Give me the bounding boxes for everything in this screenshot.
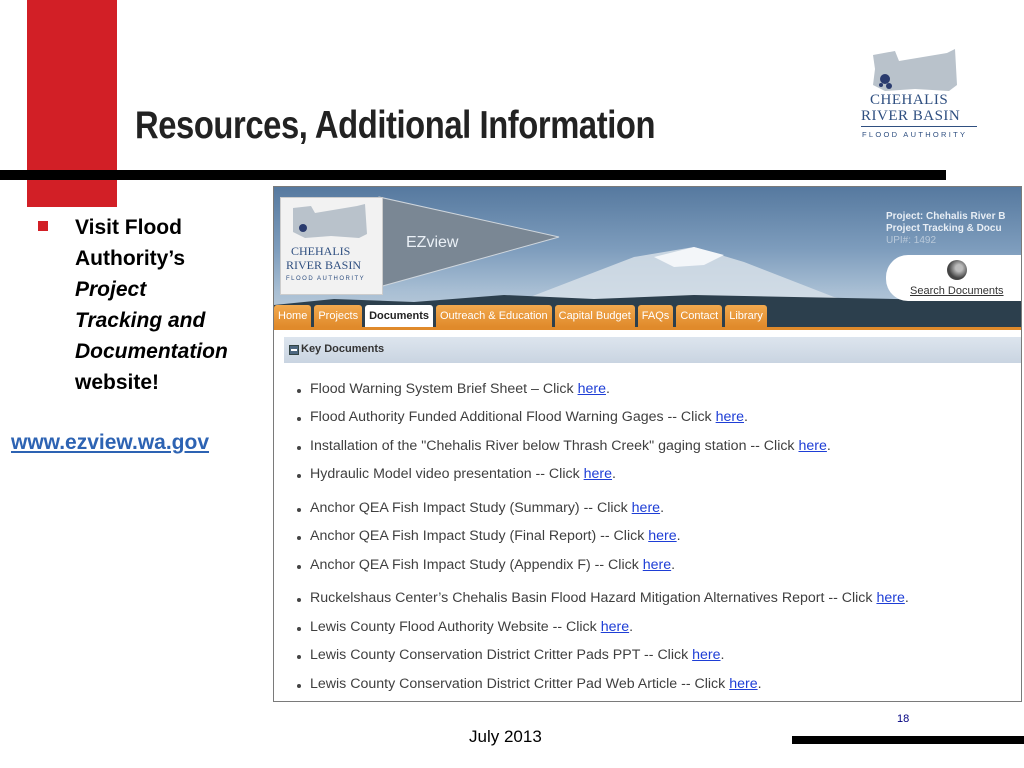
bullet-line: Visit Flood [75, 216, 182, 239]
document-link[interactable]: here [642, 557, 672, 573]
document-suffix: . [671, 557, 676, 573]
document-link[interactable]: here [577, 381, 606, 397]
document-link[interactable]: here [692, 647, 721, 663]
document-link[interactable]: here [631, 500, 661, 516]
document-suffix: . [605, 381, 610, 397]
bullet-line-italic: Documentation [75, 340, 228, 363]
document-text: Anchor QEA Fish Impact Study (Summary) -- Click [310, 500, 632, 516]
document-link[interactable]: here [715, 409, 745, 425]
list-item [310, 590, 909, 606]
list-item [310, 676, 762, 692]
document-text: Flood Authority Funded Additional Flood Warning Gages -- Click [310, 409, 716, 425]
page-number: 18 [897, 713, 910, 725]
bullet-line: Authority’s [75, 247, 186, 270]
footer-bar [792, 736, 1024, 744]
bullet-line-italic: Project [75, 278, 147, 301]
bullet-marker [38, 221, 48, 231]
tab-contact[interactable]: Contact [676, 305, 722, 327]
ezview-app-name: EZview [406, 234, 459, 251]
logo-rule [861, 126, 977, 127]
ezview-logo-line2: RIVER BASIN [286, 258, 362, 272]
document-suffix: . [904, 590, 909, 606]
bullet-line-italic: Tracking and [75, 309, 206, 332]
list-item [310, 500, 664, 516]
document-text: Installation of the "Chehalis River below Thrash Creek" gaging station -- Click [310, 438, 799, 454]
project-upi: UPI#: 1492 [886, 235, 937, 246]
document-suffix: . [629, 619, 634, 635]
document-list [274, 187, 1021, 701]
document-suffix: . [676, 528, 681, 544]
flood-authority-logo [855, 45, 983, 149]
document-text: Lewis County Flood Authority Website -- Click [310, 619, 601, 635]
document-link[interactable]: here [876, 590, 905, 606]
ezview-logo-line1: CHEHALIS [291, 244, 351, 258]
list-item [310, 466, 616, 482]
website-screenshot [273, 186, 1022, 702]
logo-text-line3: FLOOD AUTHORITY [862, 130, 968, 139]
document-suffix: . [826, 438, 831, 454]
document-link[interactable]: here [729, 676, 758, 692]
ezview-logo-line3: FLOOD AUTHORITY [286, 276, 366, 282]
project-subtitle: Project Tracking & Docu [886, 223, 1002, 234]
list-item [310, 557, 675, 573]
document-text: Hydraulic Model video presentation -- Click [310, 466, 584, 482]
list-item [310, 528, 681, 544]
list-item [310, 438, 831, 454]
document-text: Lewis County Conservation District Critter Pad Web Article -- Click [310, 676, 730, 692]
document-link[interactable]: here [583, 466, 613, 482]
bullet-line: website! [75, 371, 160, 394]
document-suffix: . [660, 500, 665, 516]
document-suffix: . [744, 409, 748, 425]
tab-capital-budget[interactable]: Capital Budget [555, 305, 635, 327]
document-text: Anchor QEA Fish Impact Study (Final Report) -- Click [310, 528, 649, 544]
document-link[interactable]: here [798, 438, 827, 454]
logo-text-line2: RIVER BASIN [861, 108, 961, 124]
key-documents-title: Key Documents [301, 343, 385, 355]
document-suffix: . [720, 647, 725, 663]
list-item [310, 619, 633, 635]
tab-faqs[interactable]: FAQs [638, 305, 674, 327]
tab-library[interactable]: Library [725, 305, 767, 327]
document-link[interactable]: here [648, 528, 677, 544]
tab-home[interactable]: Home [274, 305, 311, 327]
project-name: Project: Chehalis River B [886, 211, 1006, 222]
document-text: Flood Warning System Brief Sheet – Click [310, 381, 578, 397]
title-divider [0, 170, 946, 180]
document-link[interactable]: here [600, 619, 630, 635]
tab-outreach-education[interactable]: Outreach & Education [436, 305, 552, 327]
document-text: Lewis County Conservation District Critter Pads PPT -- Click [310, 647, 693, 663]
ezview-url-link[interactable]: www.ezview.wa.gov [11, 431, 210, 454]
document-suffix: . [757, 676, 762, 692]
bullet-text [75, 212, 228, 398]
slide-date: July 2013 [469, 727, 542, 746]
list-item [310, 381, 610, 397]
search-documents-link[interactable]: Search Documents [910, 285, 1004, 297]
document-text: Anchor QEA Fish Impact Study (Appendix F) -- Click [310, 557, 643, 573]
document-text: Ruckelshaus Center’s Chehalis Basin Flood Hazard Mitigation Alternatives Report -- Click [310, 590, 877, 606]
list-item [310, 647, 724, 663]
slide-title: Resources, Additional Information [135, 104, 656, 147]
list-item [310, 409, 748, 425]
document-suffix: . [612, 466, 616, 482]
tab-projects[interactable]: Projects [314, 305, 362, 327]
tab-documents[interactable]: Documents [365, 305, 433, 327]
logo-text-line1: CHEHALIS [870, 92, 949, 108]
